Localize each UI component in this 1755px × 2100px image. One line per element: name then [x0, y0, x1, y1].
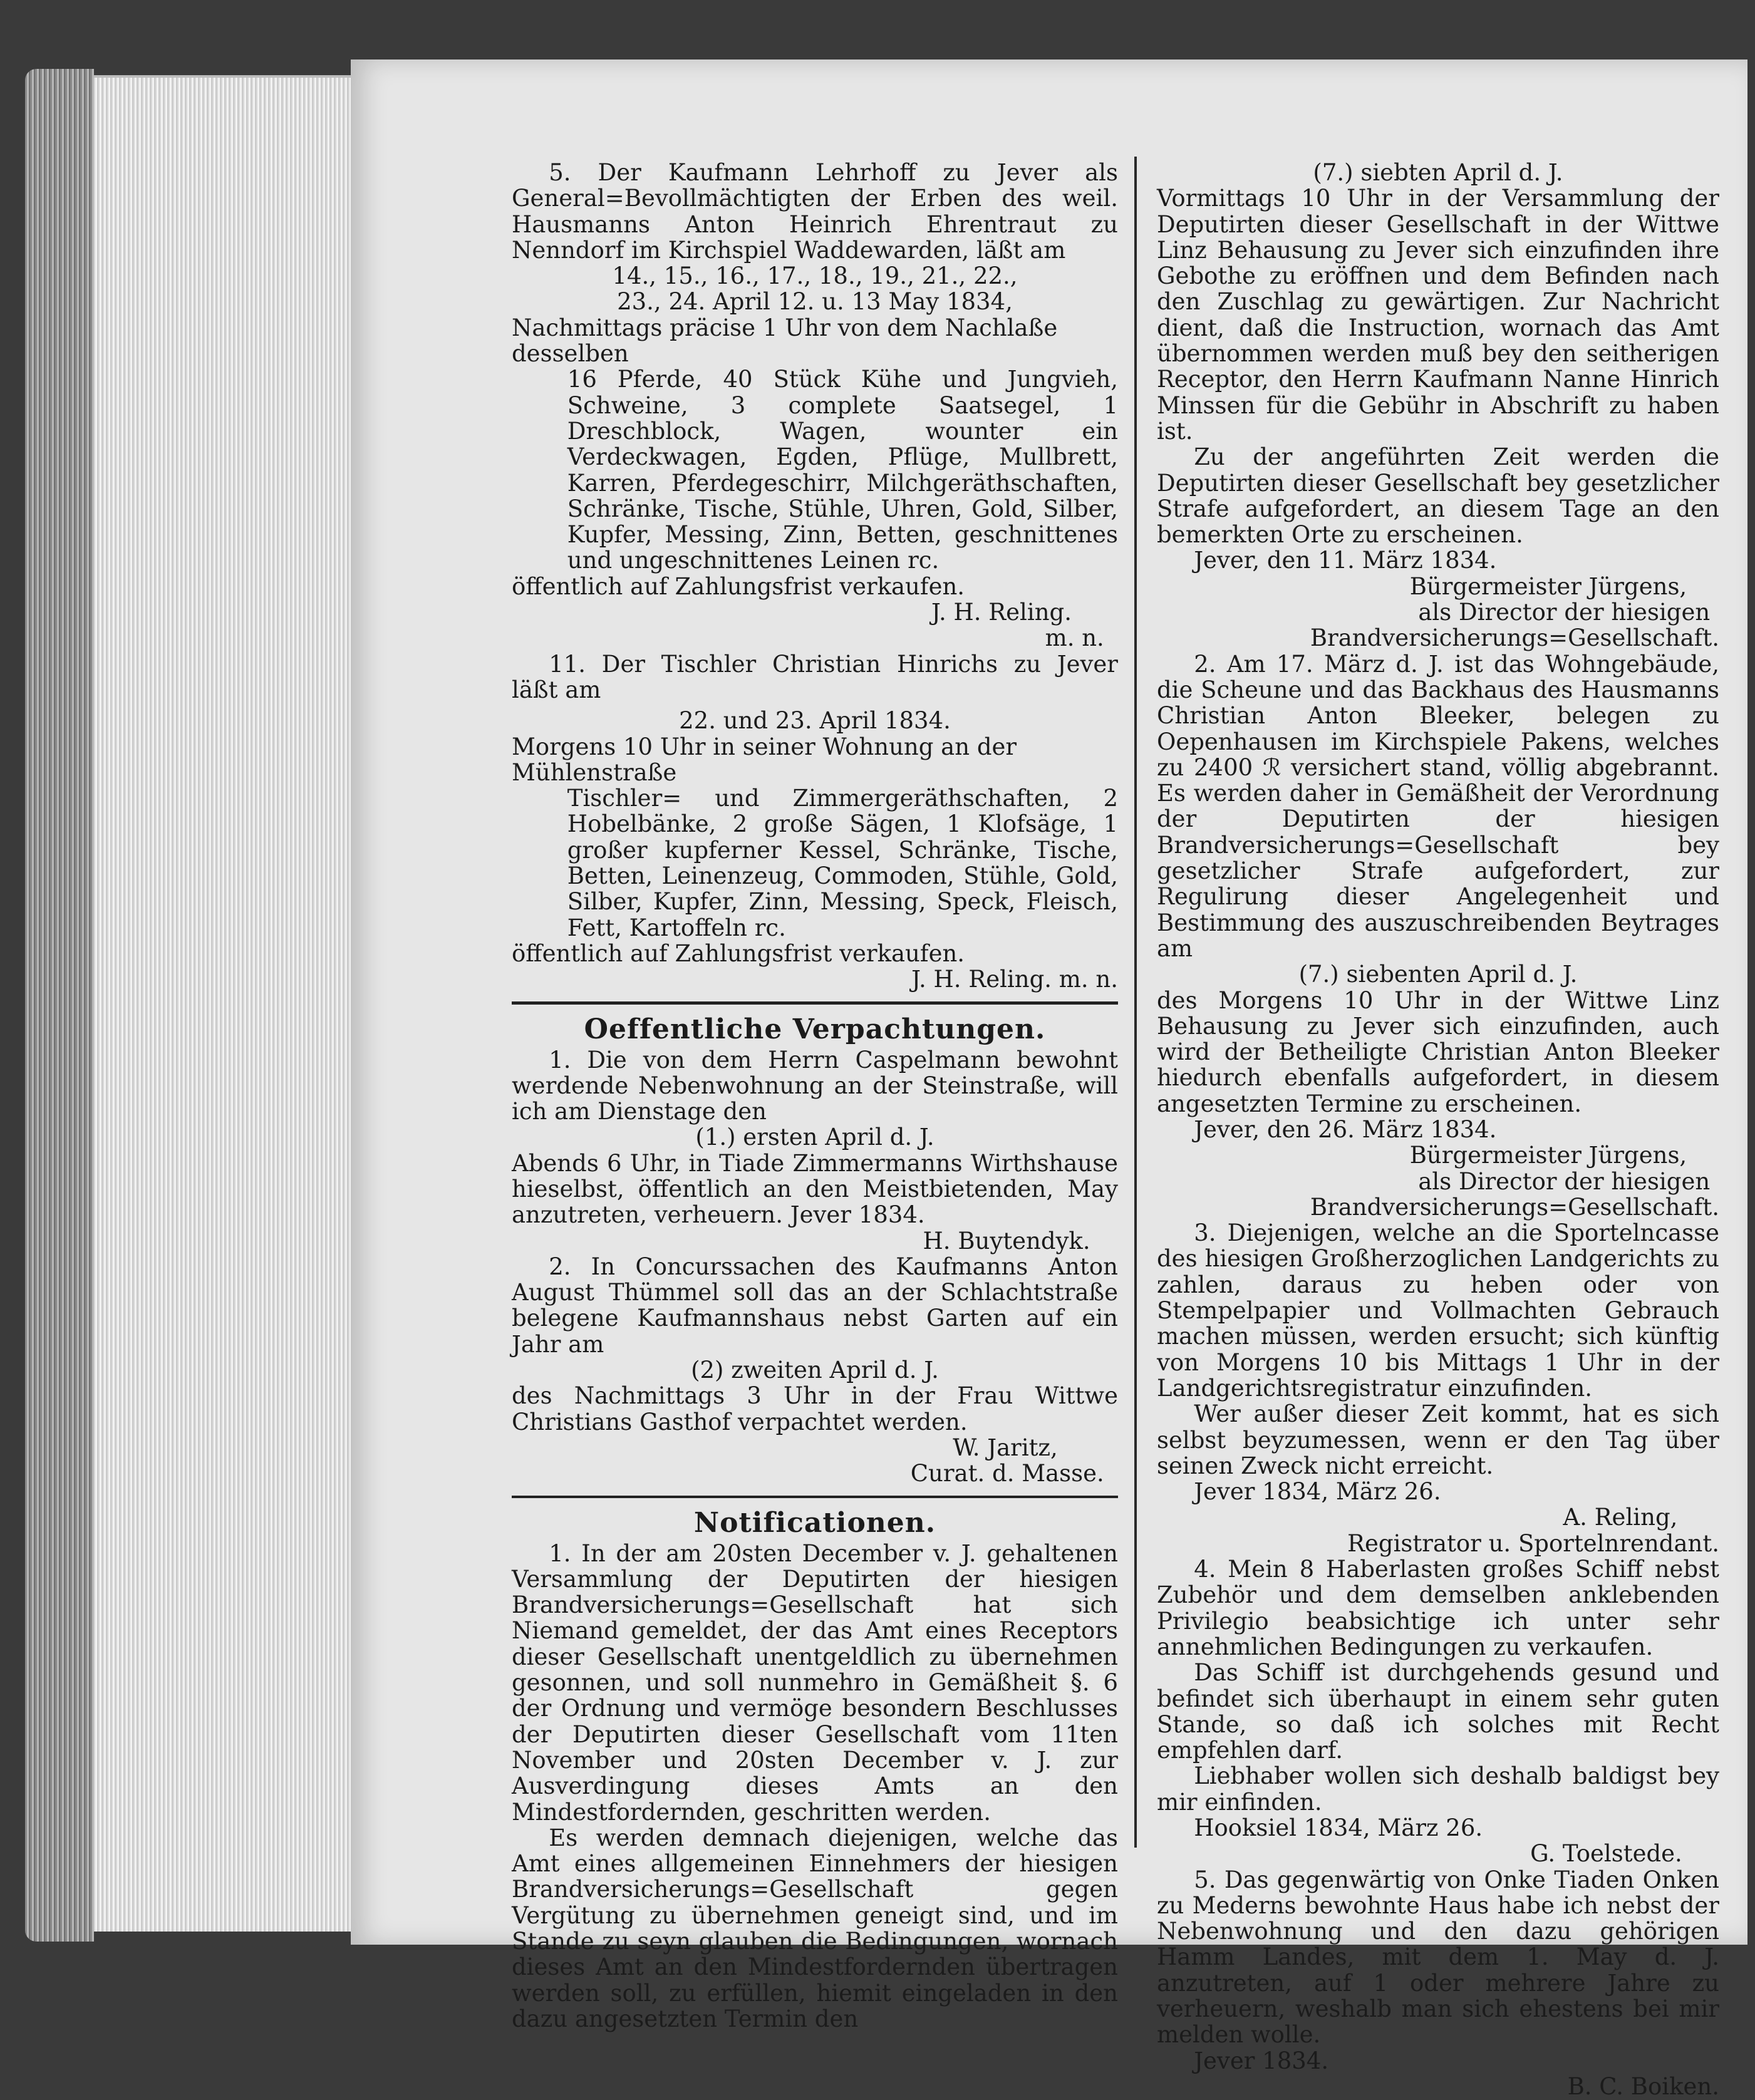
section-divider	[512, 1001, 1118, 1005]
signature-title: als Director der hiesigen	[1418, 599, 1711, 626]
signature: A. Reling,	[1563, 1504, 1678, 1531]
notice-text: Liebhaber wollen sich deshalb baldigst bey mir einfinden.	[1157, 1762, 1719, 1816]
notice-text: 1. In der am 20sten December v. J. gehaltenen Versammlung der Deputirten der hiesigen Brandversicherungs=Gesellschaft hat sich Niemand gemeldet, der das Amt eines Receptors dieser Gesellschaft unentgeldlich zu übernehmen gesonnen, und soll nunmehro in Gemäßheit §. 6 der Ordnung und vermöge besondern Beschlusses der Deputirten dieser Gesellschaft vom 11ten November und 20sten December v. J. zur Ausverdingung dieses Amts an den Mindestfordernden, geschritten werden.	[512, 1539, 1118, 1826]
signature: W. Jaritz,	[953, 1434, 1058, 1461]
signature-title: Brandversicherungs=Gesellschaft.	[1310, 624, 1719, 652]
goods-list: 16 Pferde, 40 Stück Kühe und Jungvieh, Schweine, 3 complete Saatsegel, 1 Dreschblock, Wagen, wounter ein Verdeckwagen, Egden, Pflüge, Mullbrett, Karren, Pferdegeschirr, Milchgeräthschaften, Schränke, Tische, Stühle, Uhren, Gold, Silber, Kupfer, Messing, Zinn, Betten, geschnittenes und ungeschnittenes Leinen rc.	[567, 366, 1118, 574]
lease-notice-2	[512, 1254, 1118, 1487]
column-rule	[1134, 157, 1137, 1848]
signature-title: Registrator u. Sportelnrendant.	[1347, 1529, 1719, 1557]
notice-text: 2. In Concurssachen des Kaufmanns Anton August Thümmel soll das an der Schlachtstraße belegene Kaufmannshaus nebst Garten auf ein Jahr am	[512, 1253, 1118, 1358]
signature: Bürgermeister Jürgens,	[1409, 1142, 1687, 1169]
notice-text: 2. Am 17. März d. J. ist das Wohngebäude, die Scheune und das Backhaus des Hausmanns Christian Anton Bleeker, belegen zu Oepenhausen im Kirchspiele Pakens, welches zu 2400 ℛ versichert stand, völlig abgebrannt. Es werden daher in Gemäßheit der Verordnung der Deputirten der hiesigen Brandversicherungs=Gesellschaft bey gesetzlicher Strafe aufgefordert, zur Regulirung dieser Angelegenheit und Bestimmung des auszuschreibenden Beytrages am	[1157, 650, 1719, 962]
left-column	[512, 160, 1118, 2032]
signature-title: Brandversicherungs=Gesellschaft.	[1310, 1193, 1719, 1221]
notice-text: Morgens 10 Uhr in seiner Wohnung an der Mühlenstraße	[512, 733, 1017, 786]
notice-text: Nachmittags präcise 1 Uhr von dem Nachlaße desselben	[512, 314, 1058, 368]
signature: B. C. Boiken.	[1567, 2072, 1719, 2100]
signature: H. Buytendyk.	[923, 1227, 1090, 1254]
auction-notice-5	[512, 160, 1118, 651]
goods-list: Tischler= und Zimmergeräthschaften, 2 Hobelbänke, 2 große Sägen, 1 Klofsäge, 1 großer kupferner Kessel, Schränke, Tische, Betten, Leinenzeug, Commoden, Stühle, Gold, Silber, Kupfer, Zinn, Messing, Speck, Fleisch, Fett, Kartoffeln rc.	[567, 785, 1118, 941]
notice-text: Das Schiff ist durchgehends gesund und befindet sich überhaupt in einem sehr guten Stande, so daß ich solches mit Recht empfehlen darf.	[1157, 1659, 1719, 1764]
notice-text: Wer außer dieser Zeit kommt, hat es sich selbst beyzumessen, wenn er den Tag über seinen Zweck nicht erreicht.	[1157, 1400, 1719, 1479]
auction-notice-11	[512, 651, 1118, 993]
notice-text: öffentlich auf Zahlungsfrist verkaufen.	[512, 939, 965, 967]
notice-text: Vormittags 10 Uhr in der Versammlung der Deputirten dieser Gesellschaft in der Wittwe Linz Behausung zu Jever sich einzufinden ihre Gebothe zu eröffnen und dem Befinden nach den Zuschlag zu gewärtigen. Zur Nachricht dient, daß die Instruction, wornach das Amt übernommen werden muß bey den seitherigen Receptor, den Herrn Kaufmann Nanne Hinrich Minssen für die Gebühr in Abschrift zu haben ist.	[1157, 185, 1719, 445]
signature: Bürgermeister Jürgens,	[1409, 572, 1687, 600]
place-date: Jever, den 11. März 1834.	[1194, 547, 1497, 574]
notice-text: Abends 6 Uhr, in Tiade Zimmermanns Wirthshause hieselbst, öffentlich an den Meistbietenden, May anzutreten, verheuern. Jever 1834.	[512, 1149, 1118, 1229]
notification-2	[1157, 651, 1719, 1221]
section-heading-verpachtungen: Oeffentliche Verpachtungen.	[584, 1013, 1046, 1045]
meeting-date: (7.) siebten April d. J.	[1313, 159, 1563, 186]
auction-dates: 23., 24. April 12. u. 13 May 1834,	[617, 288, 1013, 316]
section-heading-notificationen: Notificationen.	[693, 1506, 936, 1539]
notice-text: 1. Die von dem Herrn Caspelmann bewohnt werdende Nebenwohnung an der Steinstraße, will ich am Dienstage den	[512, 1046, 1118, 1125]
place-date: Jever 1834.	[1194, 2047, 1329, 2074]
lease-notice-1	[512, 1047, 1118, 1254]
signature-title: als Director der hiesigen	[1418, 1167, 1711, 1195]
place-date: Jever, den 26. März 1834.	[1194, 1115, 1497, 1143]
signature: J. H. Reling.	[931, 599, 1072, 626]
meeting-date: (7.) siebenten April d. J.	[1298, 961, 1578, 988]
page-edges	[94, 75, 357, 1932]
notification-3	[1157, 1220, 1719, 1556]
notice-text: 5. Der Kaufmann Lehrhoff zu Jever als General=Bevollmächtigten der Erben des weil. Hausmanns Anton Heinrich Ehrentraut zu Nenndorf im Kirchspiel Waddewarden, läßt am	[512, 159, 1118, 264]
notice-text: Es werden demnach diejenigen, welche das Amt eines allgemeinen Einnehmers der hiesigen Brandversicherungs=Gesellschaft gegen Vergütung zu übernehmen geneigt sind, und im Stande zu seyn glauben die Bedingungen, wornach dieses Amt an den Mindestfordernden übertragen werden soll, zu erfüllen, hiemit eingeladen in den dazu angesetzten Termin den	[512, 1824, 1118, 2032]
auction-dates: 14., 15., 16., 17., 18., 19., 21., 22.,	[612, 262, 1018, 290]
notice-text: öffentlich auf Zahlungsfrist verkaufen.	[512, 572, 965, 600]
notice-text: 3. Diejenigen, welche an die Sportelncasse des hiesigen Großherzoglichen Landgerichts zu zahlen, daraus zu heben oder von Stempelpapier und Vollmachten Gebrauch machen müssen, werden ersucht; sich künftig von Morgens 10 bis Mittags 1 Uhr in der Landgerichtsregistratur einzufinden.	[1157, 1219, 1719, 1402]
notice-text: Zu der angeführten Zeit werden die Deputirten dieser Gesellschaft bey gesetzlicher Strafe aufgefordert, an diesem Tage an den bemerkten Orte zu erscheinen.	[1157, 443, 1719, 549]
notification-1	[512, 1541, 1118, 2032]
signature-title: Curat. d. Masse.	[910, 1460, 1104, 1487]
notice-text: des Nachmittags 3 Uhr in der Frau Wittwe Christians Gasthof verpachtet werden.	[512, 1382, 1118, 1435]
lease-date: (2) zweiten April d. J.	[691, 1357, 939, 1384]
right-column	[1157, 160, 1719, 2099]
book-spine	[25, 69, 94, 1942]
notice-text: des Morgens 10 Uhr in der Wittwe Linz Behausung zu Jever sich einzufinden, auch wird der Betheiligte Christian Anton Bleeker hiedurch ebenfalls aufgefordert, in diesem angesetzten Termine zu erscheinen.	[1157, 986, 1719, 1117]
lease-date: (1.) ersten April d. J.	[695, 1124, 934, 1151]
place-date: Hooksiel 1834, März 26.	[1194, 1814, 1483, 1841]
section-divider	[512, 1496, 1118, 1498]
signature-mark: m. n.	[1045, 624, 1104, 652]
place-date: Jever 1834, März 26.	[1194, 1478, 1441, 1506]
notice-text: 11. Der Tischler Christian Hinrichs zu Jever läßt am	[512, 650, 1118, 703]
notice-text: 4. Mein 8 Haberlasten großes Schiff nebst Zubehör und dem demselben anklebenden Privilegio beabsichtige ich unter sehr annehmlichen Bedingungen zu verkaufen.	[1157, 1556, 1719, 1660]
signature: J. H. Reling. m. n.	[911, 966, 1118, 993]
notification-4	[1157, 1556, 1719, 1867]
signature: G. Toelstede.	[1530, 1840, 1682, 1868]
notice-text: 5. Das gegenwärtig von Onke Tiaden Onken zu Mederns bewohnte Haus habe ich nebst der Nebenwohnung und den dazu gehörigen Hamm Landes, mit dem 1. May d. J. anzutreten, auf 1 oder mehrere Jahre zu verheuern, weshalb man sich ehestens bei mir melden wolle.	[1157, 1866, 1719, 2049]
auction-dates: 22. und 23. April 1834.	[679, 707, 951, 735]
notification-5	[1157, 1867, 1719, 2100]
notification-1-continued	[1157, 160, 1719, 651]
